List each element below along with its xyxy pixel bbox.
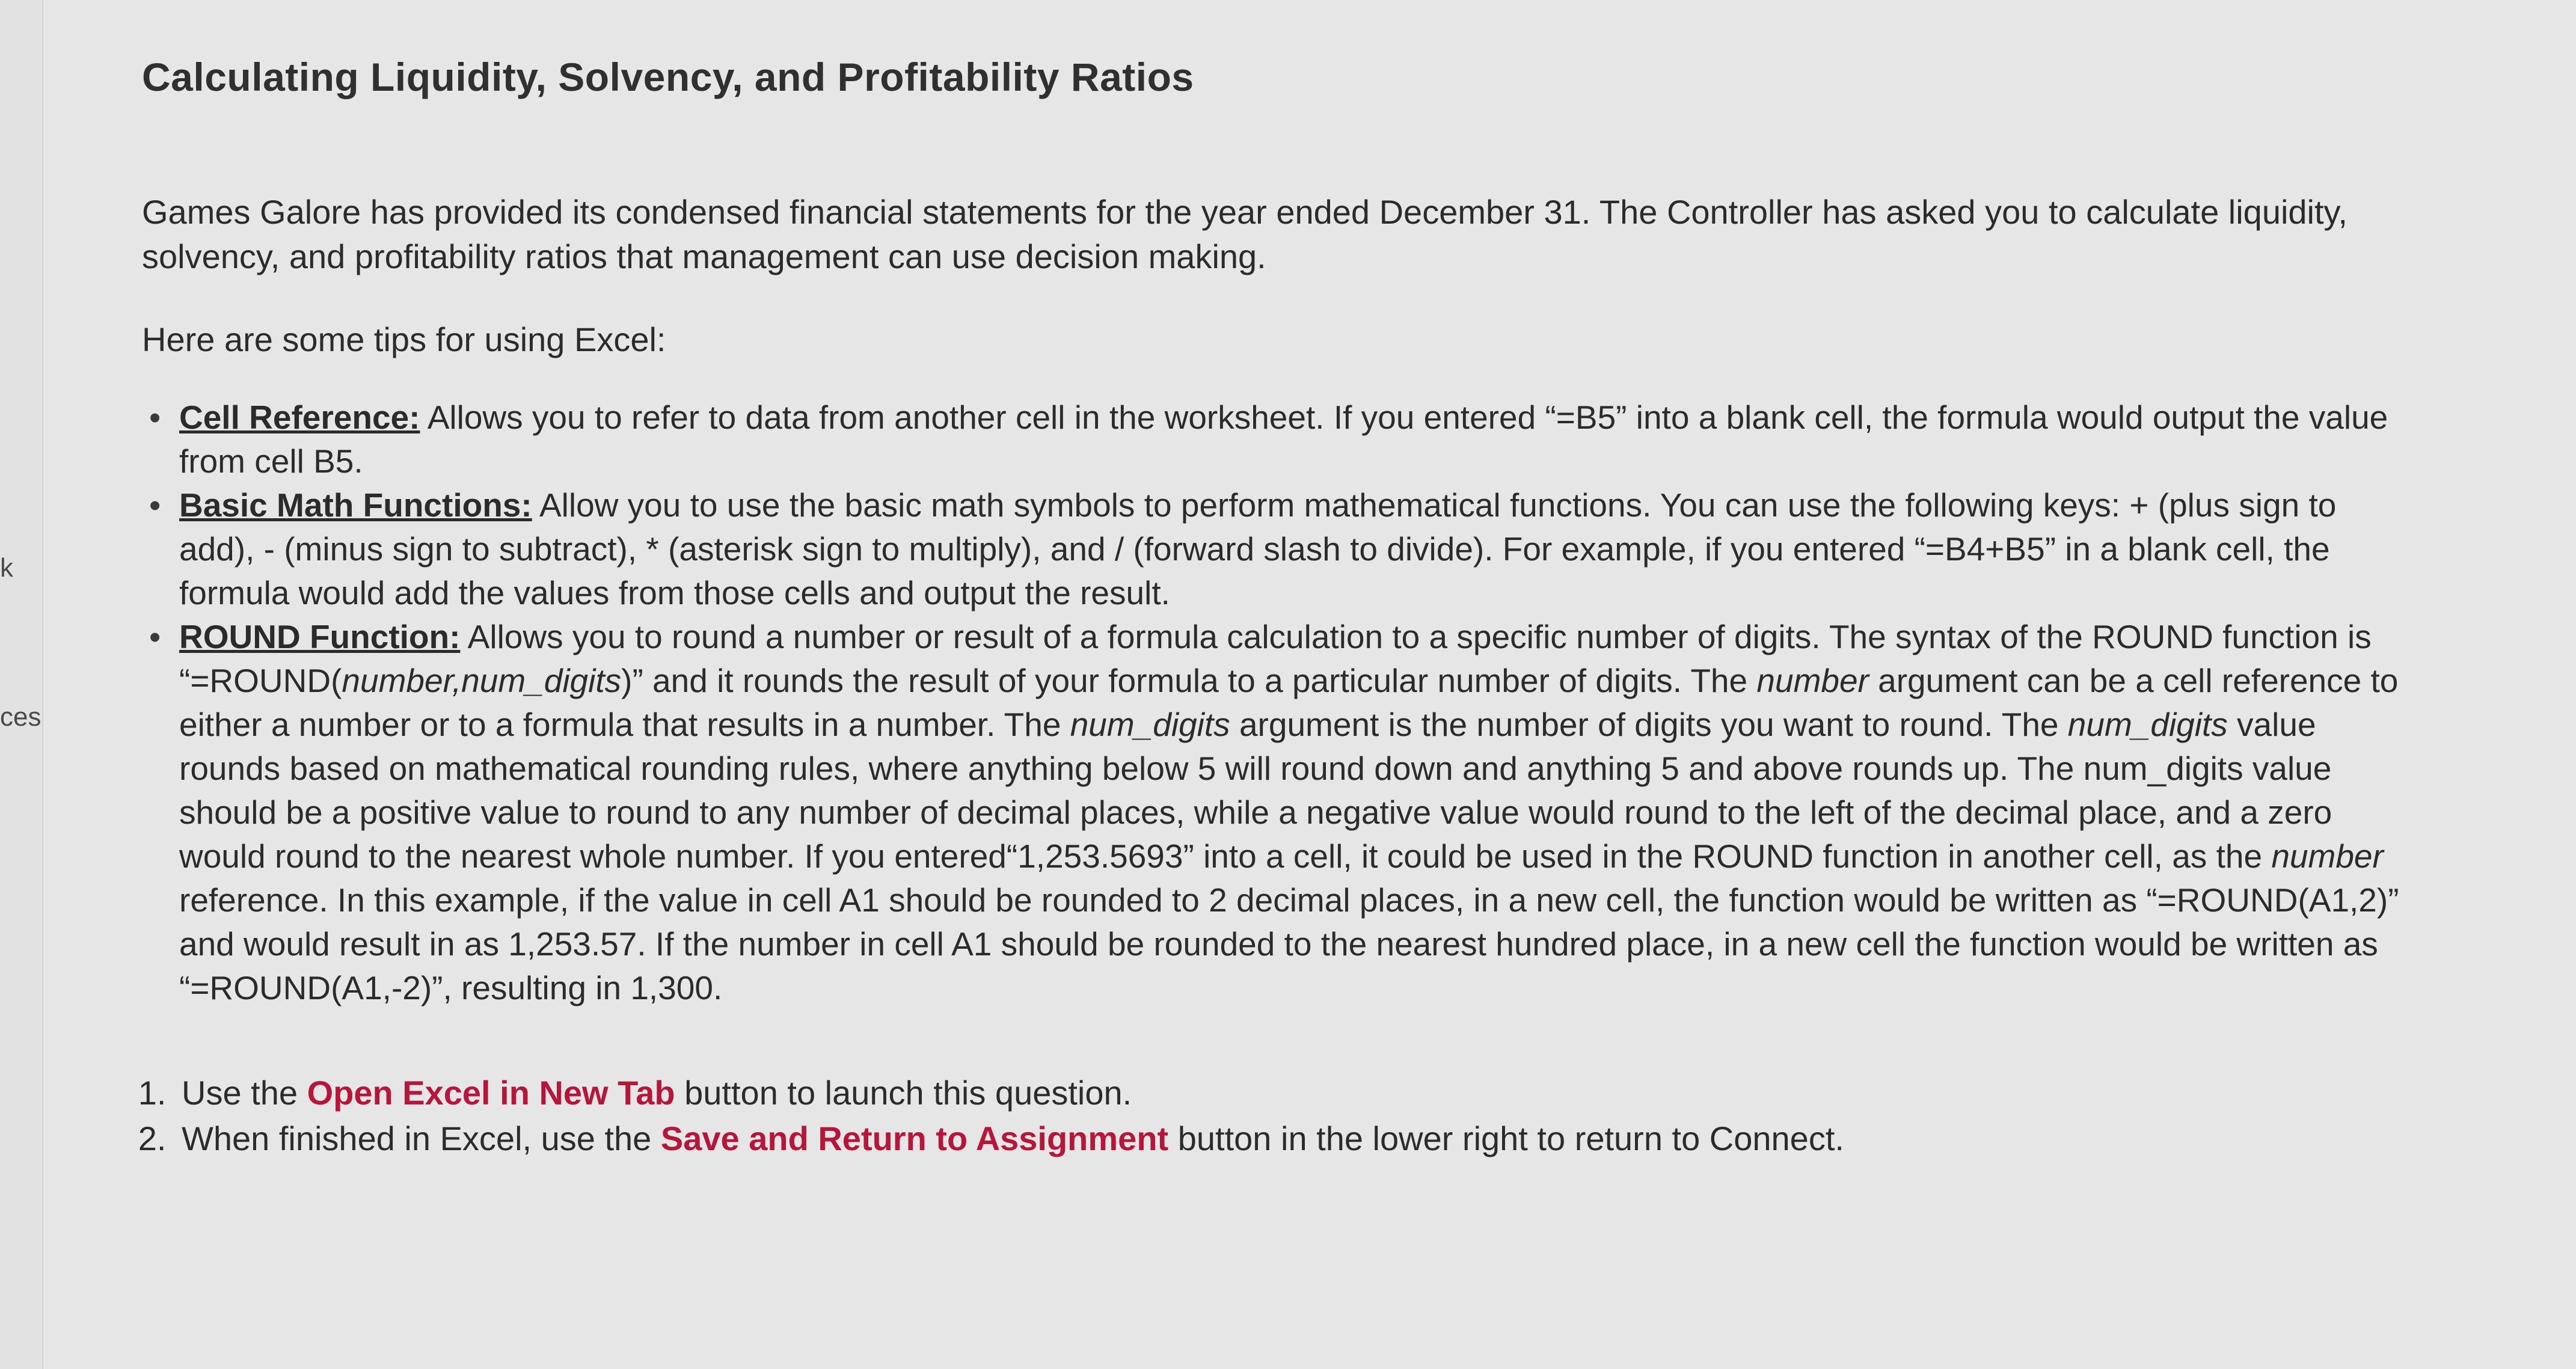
step-text: button in the lower right to return to Connect. — [1168, 1119, 1844, 1157]
tip-italic: num_digits — [2067, 706, 2228, 743]
sidebar-fragment-k[interactable]: k — [0, 553, 13, 583]
question-content — [142, 54, 2463, 1162]
save-return-reference: Save and Return to Assignment — [660, 1119, 1169, 1157]
sidebar-fragment-ces[interactable]: ces — [0, 702, 41, 732]
tip-text: Allow you to use the basic math symbols to perform mathematical functions. You can use the following keys: + (plus sign to add), - (minus sign to subtract), * (asterisk sign to multiply), and / (forward slash to divide). For example, if you entered “=B4+B5” in a blank cell, the formula would add the values from those cells and output the result. — [179, 486, 2337, 611]
step-text: When finished in Excel, use the — [182, 1119, 661, 1157]
page-title: Calculating Liquidity, Solvency, and Profitability Ratios — [142, 55, 1194, 99]
tip-italic: number,num_digits — [342, 662, 622, 699]
tip-text: argument can be a cell reference to either a number or to a formula that results in a number. The — [179, 662, 2399, 743]
open-excel-reference: Open Excel in New Tab — [307, 1074, 675, 1112]
tip-text: argument is the number of digits you want to round. The — [1230, 706, 2068, 743]
tip-round-function — [179, 615, 2404, 1010]
step-text: button to launch this question. — [675, 1074, 1132, 1112]
tips-heading: Here are some tips for using Excel: — [142, 320, 666, 358]
intro-paragraph: Games Galore has provided its condensed financial statements for the year ended December 31. The Controller has asked you to calculate liquidity, solvency, and profitability ratios that management can use decision making. — [142, 193, 2348, 275]
tips-list — [142, 396, 2463, 1010]
step-text: Use the — [182, 1074, 307, 1112]
tip-term: Basic Math Functions: — [179, 486, 532, 524]
tip-text: Allows you to refer to data from another cell in the worksheet. If you entered “=B5” into a blank cell, the formula would output the value from cell B5. — [179, 399, 2388, 480]
tip-text: reference. In this example, if the value in cell A1 should be rounded to 2 decimal places, in a new cell, the function would be written as “=ROUND(A1,2)” and would result in as 1,253.57. If the number in cell A1 should be rounded to the nearest hundred place, in a new cell the function would be written as “=ROUND(A1,-2)”, resulting in 1,300. — [179, 881, 2399, 1006]
step-1 — [176, 1070, 2463, 1116]
instruction-steps — [142, 1070, 2463, 1162]
tip-text: )” and it rounds the result of your formula to a particular number of digits. The — [621, 662, 1757, 699]
left-sidebar — [0, 0, 43, 1369]
step-2 — [176, 1116, 2463, 1162]
tip-cell-reference — [179, 396, 2404, 483]
tip-term: Cell Reference: — [179, 399, 420, 436]
tip-italic: number — [1756, 662, 1869, 699]
tip-text: Allows you to round a number or result of a formula calculation to a specific number of digits. The syntax of the ROUND function is “=ROUND( — [179, 618, 2372, 699]
tip-italic: num_digits — [1070, 706, 1230, 743]
tip-italic: number — [2271, 838, 2384, 875]
tip-basic-math — [179, 483, 2404, 615]
tip-term: ROUND Function: — [179, 618, 461, 655]
tip-text: value rounds based on mathematical rounding rules, where anything below 5 will round down and anything 5 and above rounds up. The num_digits value should be a positive value to round to any number of decimal places, while a negative value would round to the left of the decimal place, and a zero would round to the nearest whole number. If you entered“1,253.5693” into a cell, it could be used in the ROUND function in another cell, as the — [179, 706, 2332, 875]
